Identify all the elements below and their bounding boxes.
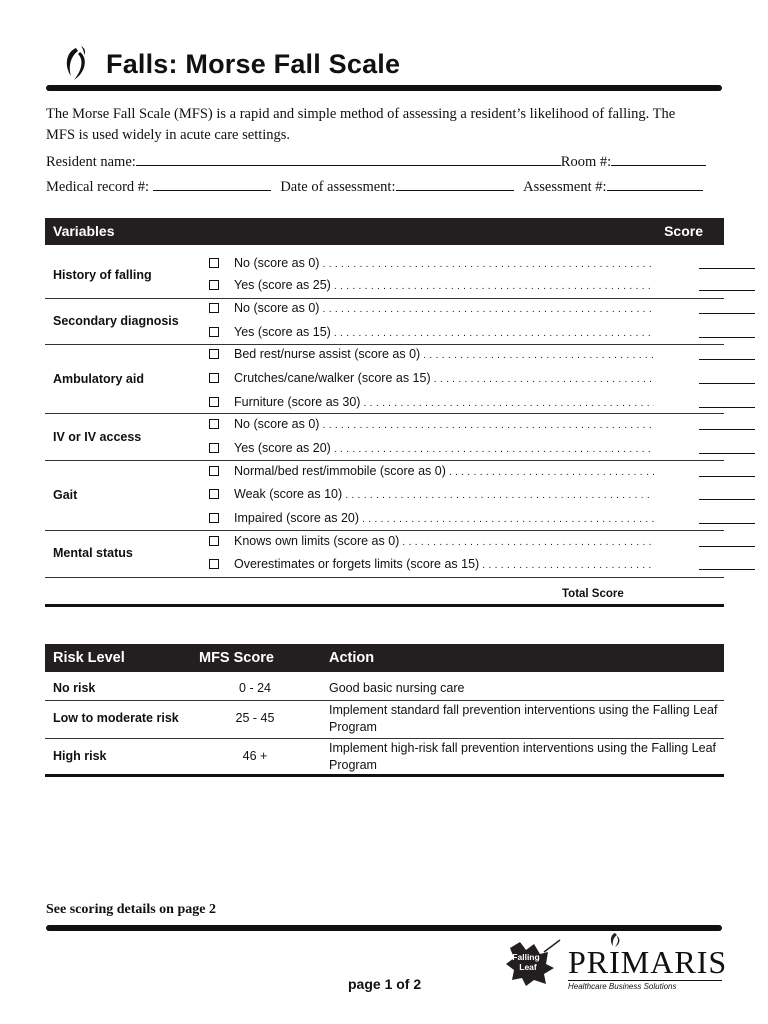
- brand-tagline: Healthcare Business Solutions: [568, 982, 677, 991]
- score-field[interactable]: [699, 569, 755, 570]
- checkbox[interactable]: [209, 327, 219, 337]
- score-field[interactable]: [699, 476, 755, 477]
- score-field[interactable]: [699, 268, 755, 269]
- option-label: Furniture (score as 30) . . .: [234, 395, 654, 409]
- score-field[interactable]: [699, 499, 755, 500]
- option-label: Yes (score as 15) . . .: [234, 325, 654, 339]
- variable-group-secondary-diagnosis: [45, 298, 724, 345]
- checkbox[interactable]: [209, 303, 219, 313]
- option-row: [209, 417, 729, 435]
- checkbox[interactable]: [209, 258, 219, 268]
- risk-row-no-risk: [45, 678, 724, 701]
- risk-row-low-to-moderate: [45, 700, 724, 739]
- room-field[interactable]: [611, 152, 706, 166]
- option-row: [209, 347, 729, 365]
- variable-group-ambulatory-aid: [45, 344, 724, 414]
- option-label: No (score as 0) . . .: [234, 256, 654, 270]
- option-label: Crutches/cane/walker (score as 15) . . .: [234, 371, 654, 385]
- svg-text:Falling: Falling: [512, 952, 540, 962]
- svg-text:Leaf: Leaf: [519, 962, 537, 972]
- variable-group-gait: [45, 460, 724, 531]
- score-field[interactable]: [699, 359, 755, 360]
- page-title: Falls: Morse Fall Scale: [106, 49, 401, 79]
- option-row: [209, 511, 729, 529]
- header-risk-level: Risk Level: [53, 650, 125, 666]
- swirl-logo-icon: [62, 44, 92, 84]
- resident-name-row: [46, 152, 706, 171]
- risk-table-header: [45, 644, 724, 672]
- checkbox[interactable]: [209, 489, 219, 499]
- option-label: Weak (score as 10) . . .: [234, 487, 654, 501]
- option-label: Yes (score as 25) . . .: [234, 278, 654, 292]
- page-number: page 1 of 2: [348, 976, 422, 992]
- variable-label: IV or IV access: [53, 430, 142, 444]
- brand-rule: [568, 980, 722, 981]
- risk-level: No risk: [53, 681, 96, 695]
- falling-leaf-logo: [504, 938, 562, 988]
- option-row: [209, 325, 729, 343]
- option-row: [209, 395, 729, 413]
- intro-text: [46, 104, 722, 146]
- action: Implement standard fall prevention interventions using the Falling Leaf Program: [329, 703, 718, 734]
- checkbox[interactable]: [209, 536, 219, 546]
- resident-name-field[interactable]: [136, 152, 561, 166]
- risk-level: High risk: [53, 749, 107, 763]
- checkbox[interactable]: [209, 349, 219, 359]
- risk-row-high-risk: [45, 738, 724, 774]
- variable-label: Gait: [53, 488, 78, 502]
- medical-record-label: Medical record #:: [46, 179, 150, 195]
- risk-table-rule: [45, 774, 724, 777]
- intro-line-2: MFS is used widely in acute care settings.: [46, 127, 291, 143]
- intro-line-1: The Morse Fall Scale (MFS) is a rapid and simple method of assessing a resident’s likelihood of falling. The: [46, 106, 676, 122]
- action: Implement high-risk fall prevention interventions using the Falling Leaf Program: [329, 741, 717, 772]
- date-of-assessment-field[interactable]: [396, 177, 514, 191]
- option-row: [209, 256, 729, 274]
- header-action: Action: [329, 650, 375, 666]
- header-mfs-score: MFS Score: [199, 650, 274, 666]
- checkbox[interactable]: [209, 443, 219, 453]
- checkbox[interactable]: [209, 559, 219, 569]
- checkbox[interactable]: [209, 466, 219, 476]
- option-label: Impaired (score as 20) . . .: [234, 511, 654, 525]
- title-rule: [46, 85, 722, 91]
- option-row: [209, 487, 729, 505]
- primaris-logo: PRIMARIS: [568, 944, 728, 980]
- checkbox[interactable]: [209, 513, 219, 523]
- score-field[interactable]: [699, 313, 755, 314]
- option-label: Overestimates or forgets limits (score as 15) . . .: [234, 557, 654, 571]
- option-label: No (score as 0) . . .: [234, 301, 654, 315]
- variable-label: History of falling: [53, 268, 152, 282]
- score-field[interactable]: [699, 429, 755, 430]
- variables-table-header: [45, 218, 724, 245]
- score-field[interactable]: [699, 523, 755, 524]
- room-label: Room #:: [560, 154, 612, 170]
- variable-group-history-of-falling: [45, 253, 724, 299]
- mfs-score: 46 +: [242, 749, 268, 763]
- option-row: [209, 557, 729, 575]
- score-field[interactable]: [699, 383, 755, 384]
- assessment-no-label: Assessment #:: [523, 179, 607, 195]
- medical-record-field[interactable]: [153, 177, 271, 191]
- option-row: [209, 464, 729, 482]
- total-score-rule: [45, 604, 724, 607]
- option-row: [209, 301, 729, 319]
- mfs-score: 0 - 24: [239, 681, 271, 695]
- variable-label: Ambulatory aid: [53, 372, 144, 386]
- record-row: [46, 177, 703, 196]
- score-field[interactable]: [699, 337, 755, 338]
- score-field[interactable]: [699, 546, 755, 547]
- option-label: Normal/bed rest/immobile (score as 0) . . .: [234, 464, 654, 478]
- option-row: [209, 441, 729, 459]
- checkbox[interactable]: [209, 419, 219, 429]
- variable-label: Secondary diagnosis: [53, 314, 179, 328]
- option-label: Knows own limits (score as 0) . . .: [234, 534, 654, 548]
- footer-rule: [46, 925, 722, 931]
- header-variables: Variables: [53, 223, 115, 239]
- risk-level: Low to moderate risk: [53, 711, 179, 725]
- mfs-score: 25 - 45: [235, 711, 275, 725]
- checkbox[interactable]: [209, 280, 219, 290]
- option-label: Yes (score as 20) . . .: [234, 441, 654, 455]
- option-row: [209, 278, 729, 296]
- action: Good basic nursing care: [329, 681, 465, 695]
- option-label: No (score as 0) . . .: [234, 417, 654, 431]
- score-field[interactable]: [699, 453, 755, 454]
- header-score: Score: [664, 223, 703, 239]
- option-row: [209, 534, 729, 552]
- see-details-note: See scoring details on page 2: [46, 902, 216, 917]
- variable-group-iv-access: [45, 413, 724, 461]
- date-of-assessment-label: Date of assessment:: [280, 179, 396, 195]
- variable-label: Mental status: [53, 546, 133, 560]
- checkbox[interactable]: [209, 397, 219, 407]
- variable-group-mental-status: [45, 530, 724, 578]
- resident-name-label: Resident name:: [46, 154, 136, 170]
- option-label: Bed rest/nurse assist (score as 0) . . .: [234, 347, 654, 361]
- checkbox[interactable]: [209, 373, 219, 383]
- primaris-swirl-icon: [608, 932, 622, 948]
- option-row: [209, 371, 729, 389]
- score-field[interactable]: [699, 290, 755, 291]
- assessment-no-field[interactable]: [607, 177, 703, 191]
- score-field[interactable]: [699, 407, 755, 408]
- total-score-label: Total Score: [562, 588, 624, 600]
